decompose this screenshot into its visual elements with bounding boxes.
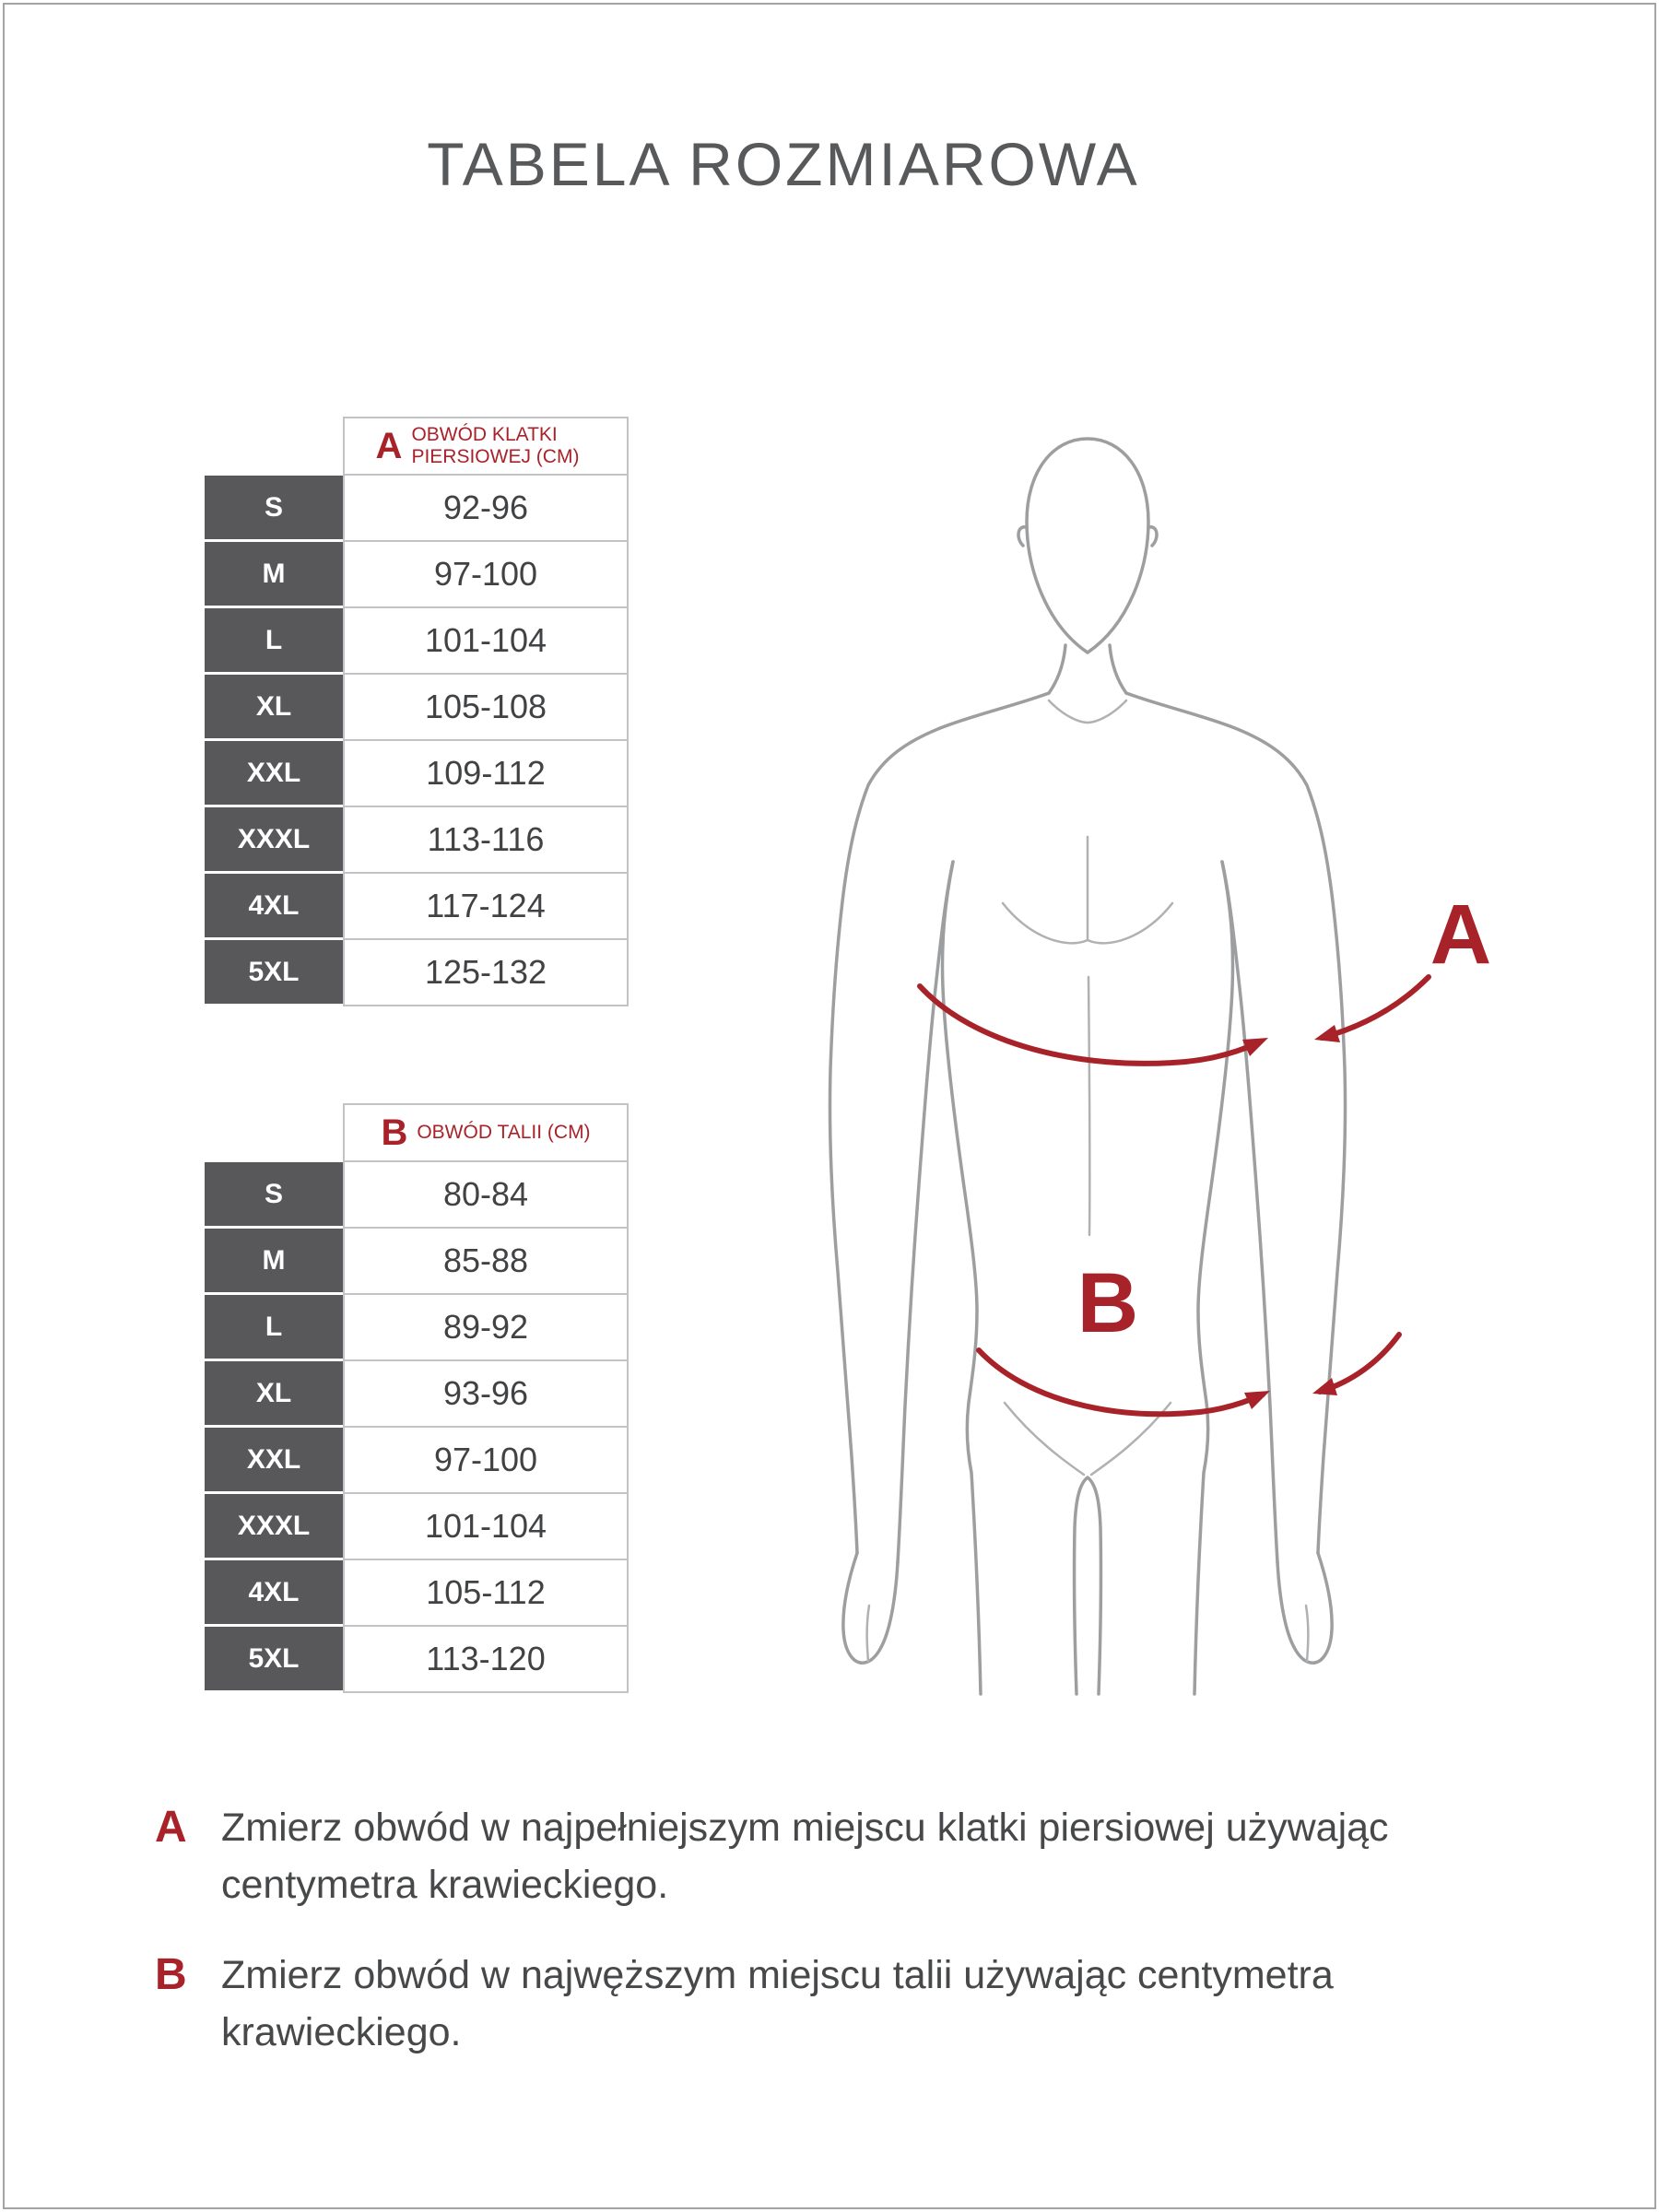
waist-table-header [343,1103,629,1162]
size-value: 101-104 [343,1494,629,1560]
torso-outline [830,439,1345,1694]
table-row [205,1361,629,1428]
table-row [205,1162,629,1229]
page-title: TABELA ROZMIAROWA [427,130,1140,198]
size-label: XXL [205,741,343,807]
size-value: 117-124 [343,874,629,940]
size-label: XXXL [205,1494,343,1560]
chest-header-letter: A [375,425,403,466]
size-value: 85-88 [343,1229,629,1295]
size-label: 5XL [205,940,343,1006]
size-label: 4XL [205,1560,343,1627]
size-value: 89-92 [343,1295,629,1361]
table-row [205,675,629,741]
size-value: 105-112 [343,1560,629,1627]
size-value: 113-116 [343,807,629,874]
size-label: S [205,476,343,542]
chest-table-rows [205,476,629,1006]
table-row [205,1560,629,1627]
table-row [205,608,629,675]
size-value: 97-100 [343,1428,629,1494]
size-label: S [205,1162,343,1229]
note-chest [155,1799,1537,1913]
note-chest-text: Zmierz obwód w najpełniejszym miejscu klatki piersiowej używając centymetra krawieckiego. [221,1806,1389,1907]
waist-header-label: OBWÓD TALII (CM) [417,1122,591,1144]
size-value: 101-104 [343,608,629,675]
size-value: 93-96 [343,1361,629,1428]
size-label: L [205,608,343,675]
note-waist-text: Zmierz obwód w najwęższym miejscu talii używając centymetra krawieckiego. [221,1953,1334,2054]
waist-measure-label: B [1077,1256,1139,1350]
size-label: XXL [205,1428,343,1494]
size-label: 5XL [205,1627,343,1693]
waist-table-rows [205,1162,629,1693]
table-row [205,1295,629,1361]
note-waist-letter: B [155,1950,187,1999]
table-row [205,542,629,608]
size-label: 4XL [205,874,343,940]
chest-header-label: OBWÓD KLATKI PIERSIOWEJ (CM) [411,424,580,467]
table-row [205,807,629,874]
chest-measure-arrow [920,888,1491,1064]
size-value: 97-100 [343,542,629,608]
size-value: 113-120 [343,1627,629,1693]
table-row [205,1627,629,1693]
size-label: M [205,1229,343,1295]
table-row [205,741,629,807]
size-value: 92-96 [343,476,629,542]
size-label: XXXL [205,807,343,874]
size-label: XL [205,1361,343,1428]
chest-measure-label: A [1430,888,1492,982]
table-row [205,874,629,940]
waist-header-letter: B [381,1112,408,1153]
table-row [205,476,629,542]
size-label: XL [205,675,343,741]
body-diagram [783,424,1567,1696]
table-row [205,1494,629,1560]
size-label: L [205,1295,343,1361]
size-value: 80-84 [343,1162,629,1229]
size-value: 125-132 [343,940,629,1006]
table-row [205,940,629,1006]
note-waist [155,1947,1537,2061]
note-chest-letter: A [155,1803,187,1852]
size-label: M [205,542,343,608]
table-row [205,1428,629,1494]
table-row [205,1229,629,1295]
size-value: 109-112 [343,741,629,807]
chest-table-header [343,417,629,476]
size-value: 105-108 [343,675,629,741]
